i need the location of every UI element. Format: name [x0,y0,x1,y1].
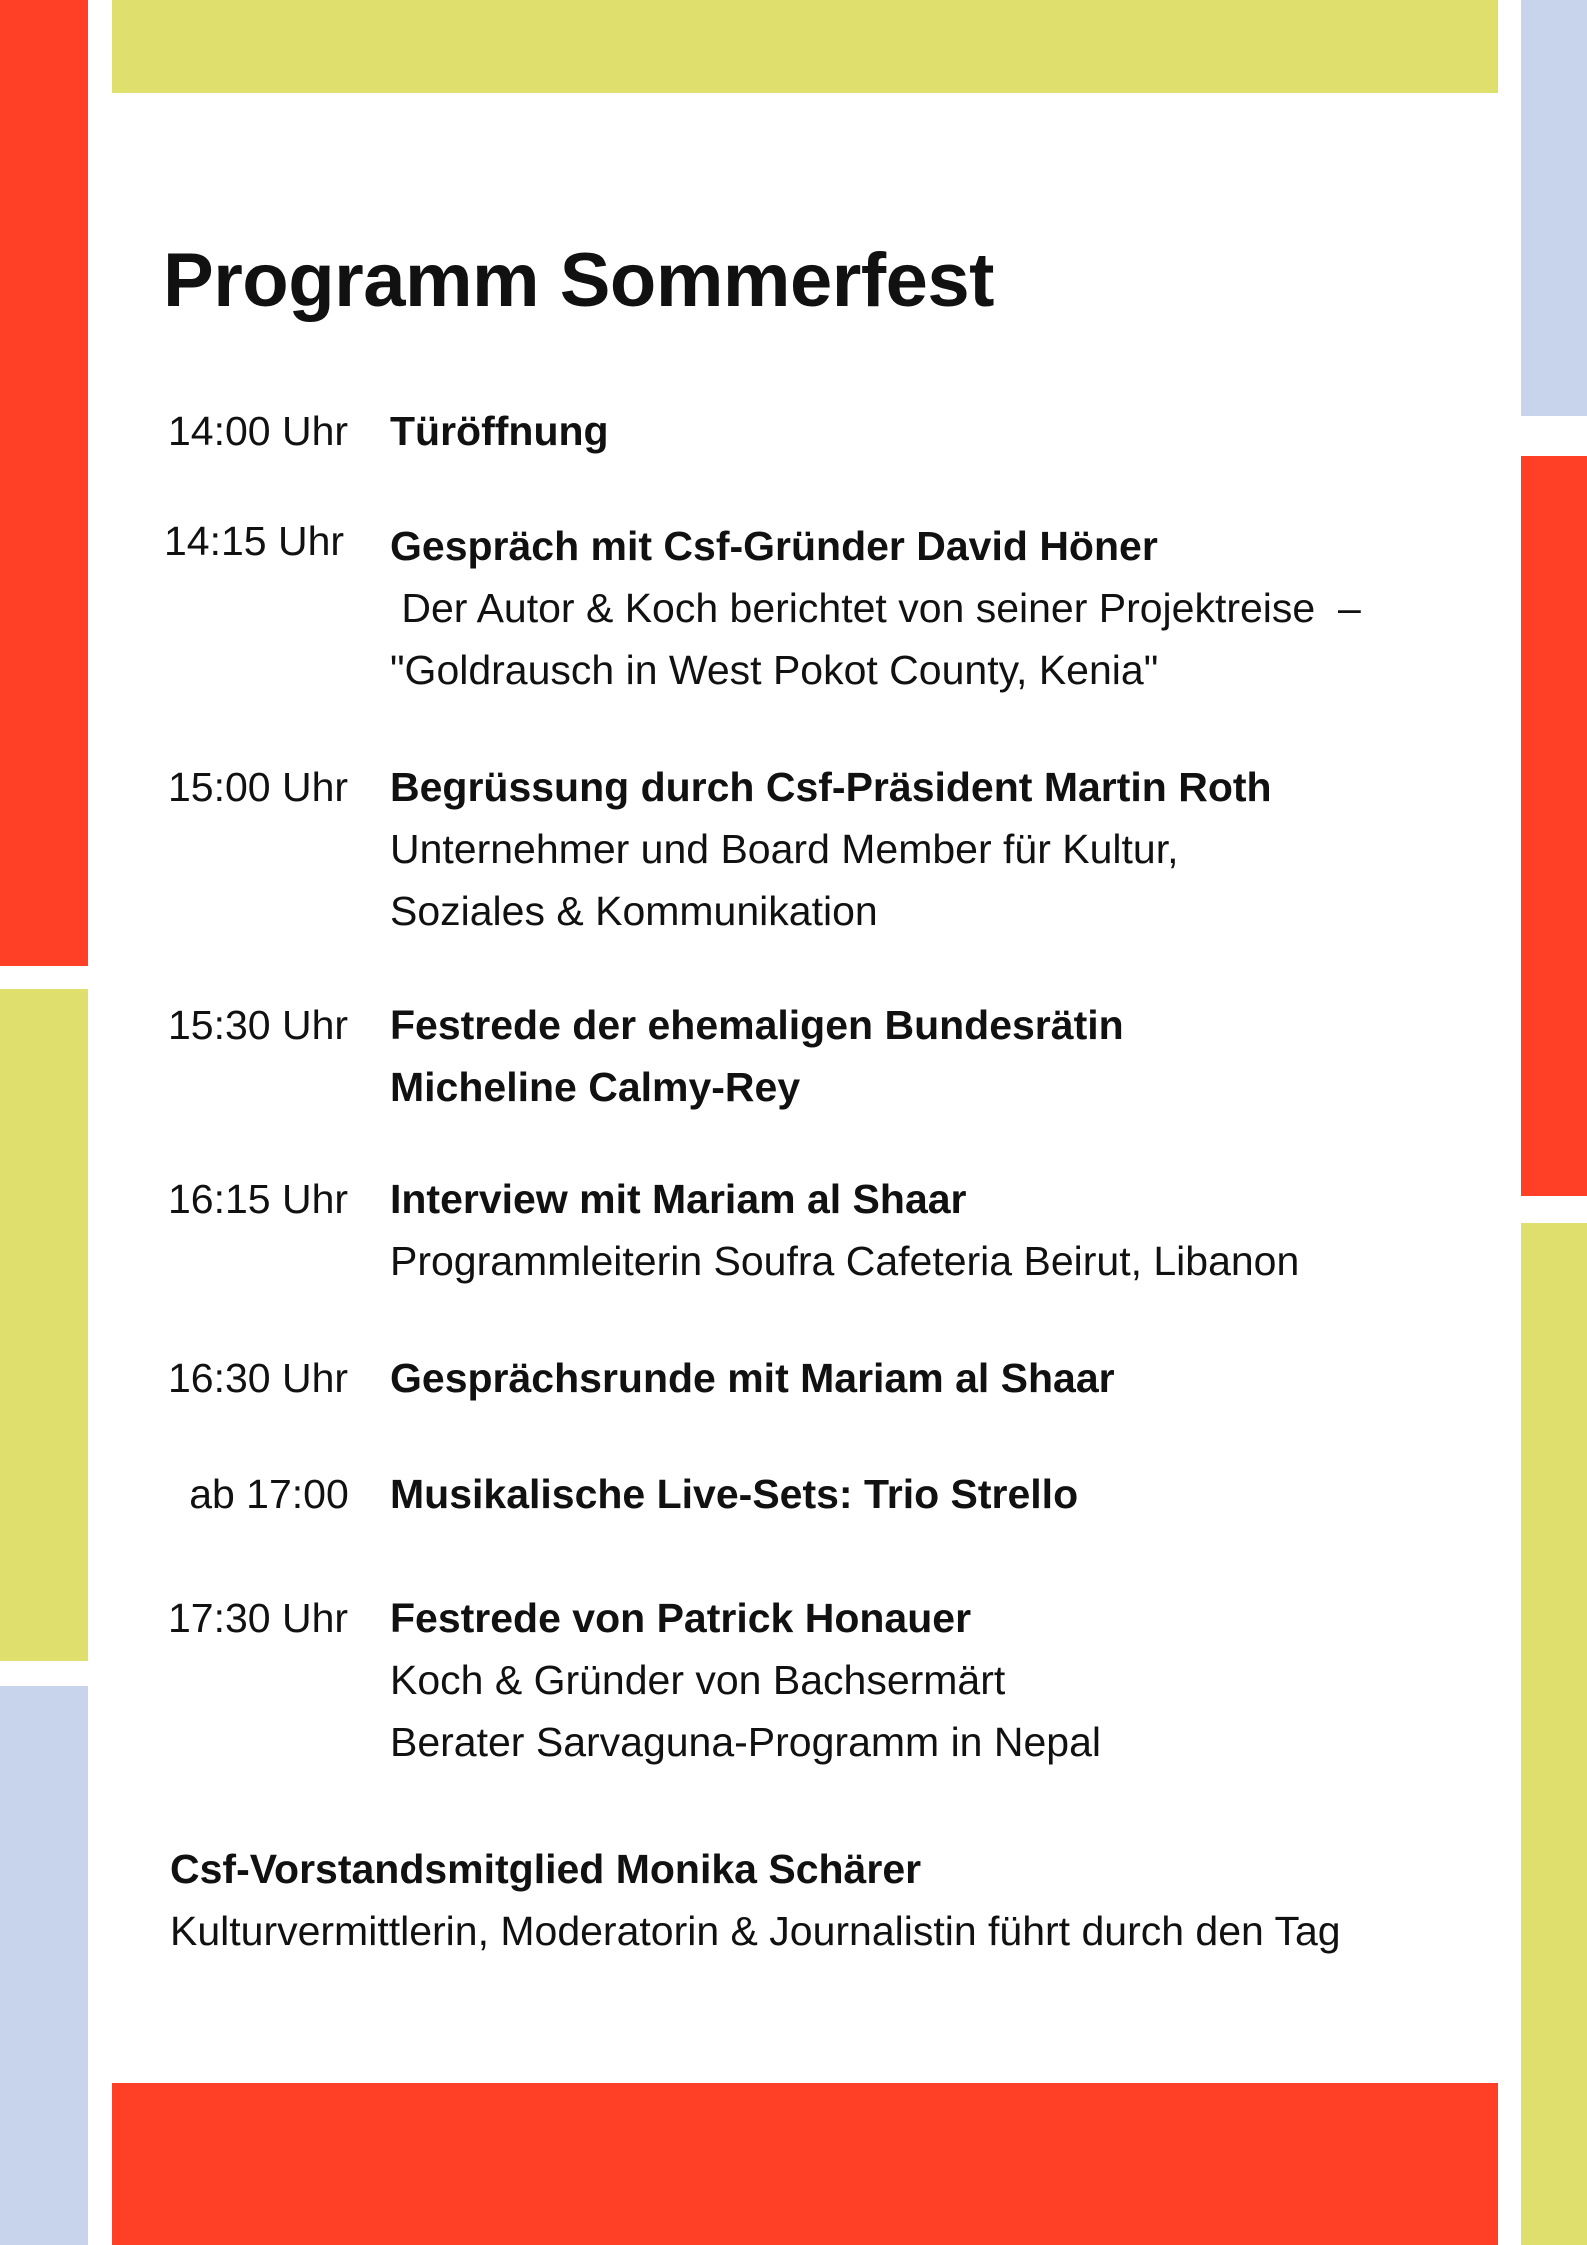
entry-details [390,994,1500,1118]
entry-description-line: Soziales & Kommunikation [390,888,878,934]
entry-title: Interview mit Mariam al Shaar [390,1176,967,1222]
entry-time: 16:15 Uhr [168,1176,349,1222]
entry-details [390,756,1500,942]
entry-time: 14:15 Uhr [164,518,345,564]
moderator-title: Csf-Vorstandsmitglied Monika Schärer [170,1846,922,1892]
entry-details [390,1168,1500,1292]
entry-title: Gesprächsrunde mit Mariam al Shaar [390,1355,1115,1401]
bottom-red-bar [112,2083,1498,2245]
entry-title: Musikalische Live-Sets: Trio Strello [390,1471,1079,1517]
entry-title: Festrede von Patrick Honauer [390,1595,972,1641]
moderator-note [170,1838,1341,1962]
entry-title-continued: Micheline Calmy-Rey [390,1064,801,1110]
entry-title: Festrede der ehemaligen Bundesrätin [390,1002,1124,1048]
entry-details [390,1347,1500,1409]
left-yellow-stripe [0,989,88,1661]
entry-description-line: Programmleiterin Soufra Cafeteria Beirut, Libanon [390,1238,1300,1284]
entry-time: 15:30 Uhr [168,1002,349,1048]
entry-time: 14:00 Uhr [168,408,349,454]
moderator-description: Kulturvermittlerin, Moderatorin & Journalistin führt durch den Tag [170,1908,1341,1954]
entry-description-line: "Goldrausch in West Pokot County, Kenia" [390,647,1159,693]
entry-title: Begrüssung durch Csf-Präsident Martin Roth [390,764,1272,810]
entry-description-line: Unternehmer und Board Member für Kultur, [390,826,1179,872]
top-yellow-bar [112,0,1498,93]
left-blue-stripe [0,1686,88,2245]
right-blue-stripe [1521,0,1587,416]
left-red-stripe [0,0,88,966]
entry-time: ab 17:00 [189,1471,349,1517]
entry-title: Türöffnung [390,408,609,454]
entry-title: Gespräch mit Csf-Gründer David Höner [390,523,1158,569]
entry-details [390,400,1500,462]
entry-description-line: Koch & Gründer von Bachsermärt [390,1657,1006,1703]
right-yellow-stripe [1521,1223,1587,2245]
entry-time: 16:30 Uhr [168,1355,349,1401]
entry-details [390,1587,1500,1773]
right-red-stripe [1521,456,1587,1196]
page-title: Programm Sommerfest [163,238,994,323]
entry-description-line: Berater Sarvaguna-Programm in Nepal [390,1719,1101,1765]
entry-details [390,1463,1500,1525]
entry-details [390,515,1500,701]
entry-time: 15:00 Uhr [168,764,349,810]
entry-time: 17:30 Uhr [168,1595,349,1641]
entry-description-line: Der Autor & Koch berichtet von seiner Projektreise – [390,585,1361,631]
